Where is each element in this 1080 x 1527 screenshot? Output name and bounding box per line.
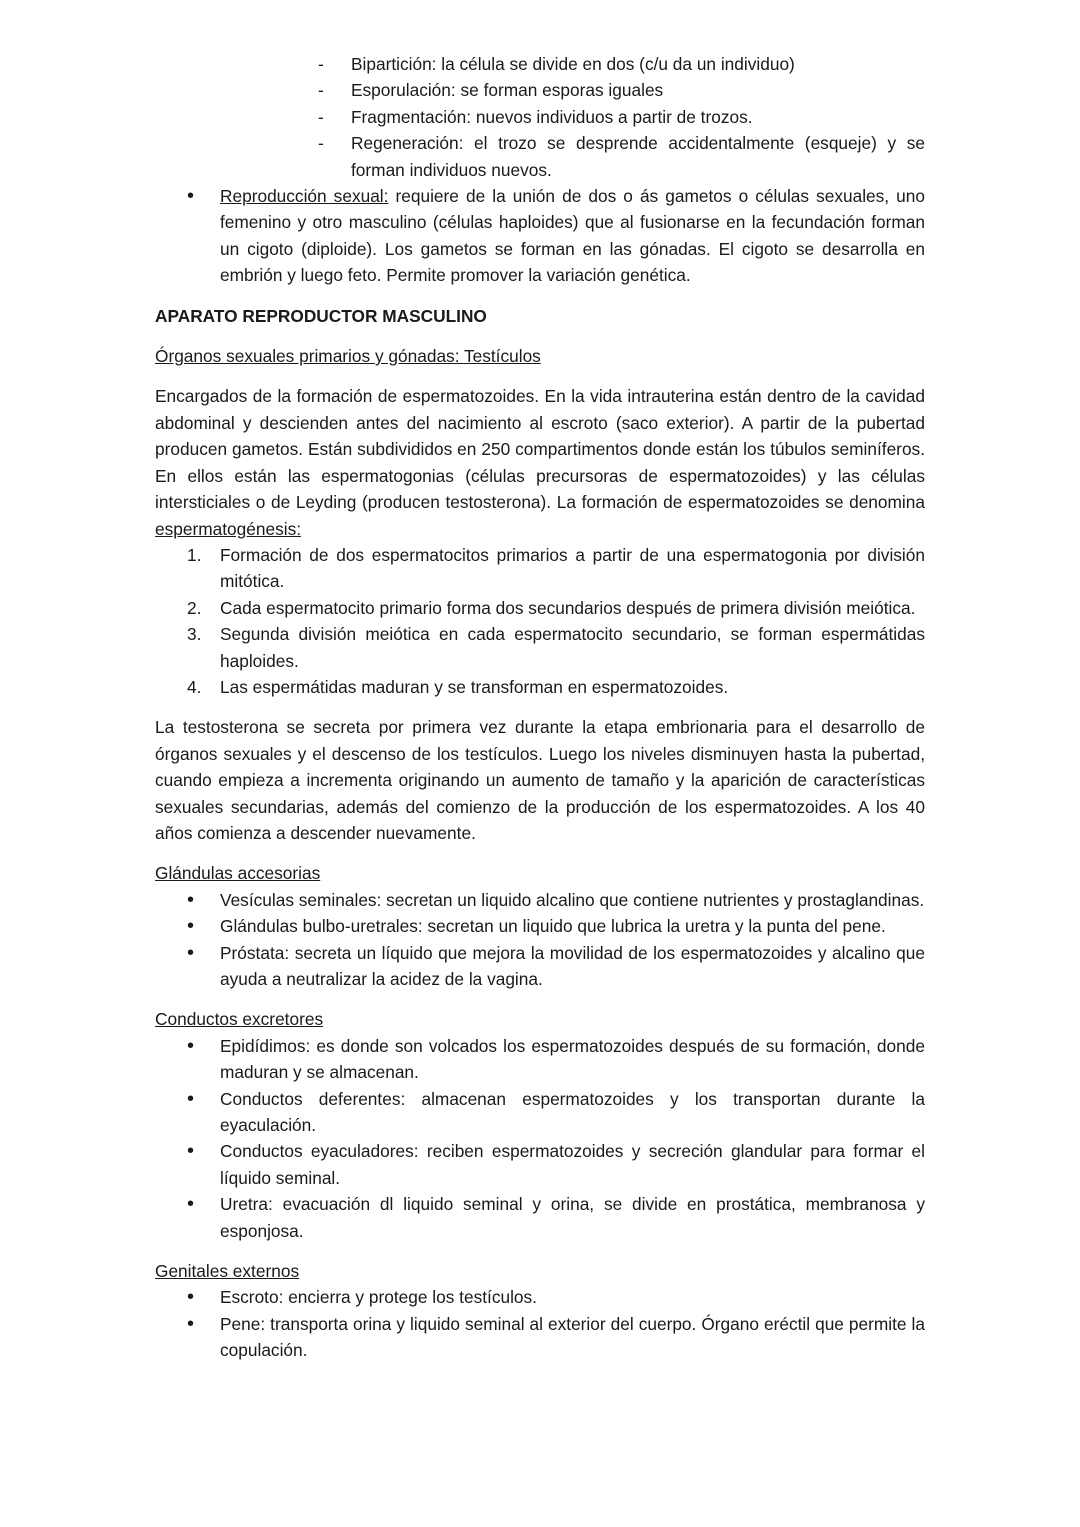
step-number: 3. (187, 624, 202, 645)
ducts-list (187, 1033, 925, 1244)
list-item (187, 595, 925, 621)
list-item (220, 183, 925, 289)
list-item: - Bipartición: la célula se divide en dos (c/u da un individuo) (318, 51, 925, 77)
list-item: - Esporulación: se forman esporas iguales (318, 77, 925, 103)
external-genitals-heading: Genitales externos (155, 1261, 300, 1282)
sexual-reproduction-text: requiere de la unión de dos o ás gametos o células sexuales, uno femenino y otro masculino (células haploides) que al fusionarse en la fecundación forman un cigoto (diploide). Los gametos se forman en las gónadas. El cigoto se desarrolla en embrión y luego feto. Permite promover la variación genética. (220, 186, 925, 286)
glands-list (187, 887, 925, 993)
list-item: • Pene: transporta orina y liquido seminal al exterior del cuerpo. Órgano eréctil que permite la copulación. (220, 1311, 925, 1364)
list-item: • Próstata: secreta un líquido que mejora la movilidad de los espermatozoides y alcalino que ayuda a neutralizar la acidez de la vagina. (220, 940, 925, 993)
step-number: 1. (187, 544, 202, 565)
list-item: • Conductos deferentes: almacenan espermatozoides y los transportan durante la eyaculación. (220, 1086, 925, 1139)
step-text: Formación de dos espermatocitos primarios a partir de una espermatogonia por división mitótica. (220, 544, 925, 592)
step-text: Cada espermatocito primario forma dos secundarios después de primera división meiótica. (220, 597, 916, 618)
step-number: 4. (187, 676, 202, 697)
step-text: Las espermátidas maduran y se transforman en espermatozoides. (220, 676, 729, 697)
spermatogenesis-term: espermatogénesis: (155, 518, 302, 539)
list-item: • Escroto: encierra y protege los testículos. (220, 1284, 925, 1310)
ducts-heading: Conductos excretores (155, 1009, 324, 1030)
list-item: • Uretra: evacuación dl liquido seminal y orina, se divide en prostática, membranosa y esponjosa. (220, 1191, 925, 1244)
testicles-paragraph (155, 383, 925, 541)
sexual-reproduction-list (187, 183, 925, 289)
list-item: • Conductos eyaculadores: reciben espermatozoides y secreción glandular para formar el líquido seminal. (220, 1138, 925, 1191)
list-item (187, 674, 925, 700)
testicles-text: Encargados de la formación de espermatozoides. En la vida intrauterina están dentro de la cavidad abdominal y descienden antes del nacimiento al escroto (saco exterior). A partir de la pubertad producen gametos. Están subdivididos en 250 compartimentos donde están los túbulos seminíferos. En ellos están las espermatogonias (células precursoras de espermatozoides) y las células intersticiales o de Leyding (producen testosterona). La formación de espermatozoides se denomina (155, 386, 925, 513)
list-item: • Glándulas bulbo-uretrales: secretan un liquido que lubrica la uretra y la punta del pene. (220, 913, 925, 939)
step-text: Segunda división meiótica en cada espermatocito secundario, se forman espermátidas haploides. (220, 624, 925, 671)
sexual-reproduction-label: Reproducción sexual: (220, 186, 389, 207)
section-title: APARATO REPRODUCTOR MASCULINO (155, 305, 487, 326)
list-item: • Vesículas seminales: secretan un liquido alcalino que contiene nutrientes y prostaglandinas. (220, 887, 925, 913)
list-item (187, 621, 925, 674)
list-item: - Fragmentación: nuevos individuos a partir de trozos. (318, 104, 925, 130)
list-item (187, 542, 925, 595)
primary-organs-heading: Órganos sexuales primarios y gónadas: Testículos (155, 346, 541, 367)
list-item: - Regeneración: el trozo se desprende accidentalmente (esqueje) y se forman individuos nuevos. (318, 130, 925, 183)
step-number: 2. (187, 597, 202, 618)
spermatogenesis-steps (187, 542, 925, 700)
asexual-methods-list (318, 51, 925, 183)
external-genitals-list (187, 1284, 925, 1363)
glands-heading: Glándulas accesorias (155, 863, 321, 884)
list-item: • Epidídimos: es donde son volcados los espermatozoides después de su formación, donde maduran y se almacenan. (220, 1033, 925, 1086)
testosterone-paragraph: La testosterona se secreta por primera vez durante la etapa embrionaria para el desarrollo de órganos sexuales y el descenso de los testículos. Luego los niveles disminuyen hasta la pubertad, cuando empieza a incrementa originando un aumento de tamaño y la aparición de características sexuales secundarias, además del comienzo de la producción de los espermatozoides. A los 40 años comienza a descender nuevamente. (155, 717, 925, 843)
